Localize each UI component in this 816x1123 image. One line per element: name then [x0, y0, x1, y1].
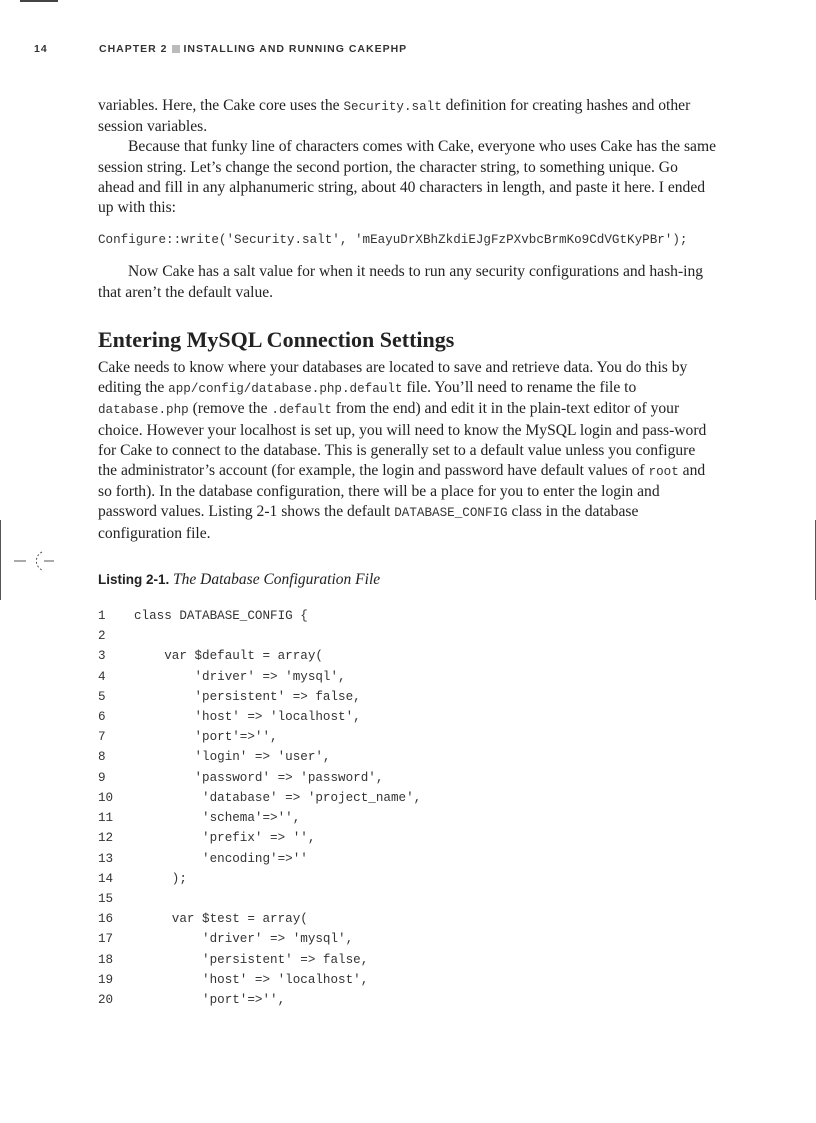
crop-mark-icon	[14, 548, 54, 574]
code-line	[98, 626, 718, 646]
line-code: 'driver' => 'mysql',	[134, 669, 346, 684]
line-number: 20	[98, 992, 114, 1007]
listing-caption	[98, 570, 718, 590]
code-line	[98, 646, 718, 666]
line-number: 11	[98, 811, 114, 826]
inline-code: Security.salt	[343, 100, 442, 114]
line-number: 12	[98, 831, 114, 846]
line-code: var $test = array(	[134, 912, 308, 927]
line-number: 4	[98, 669, 106, 684]
line-number: 2	[98, 629, 106, 644]
code-line	[98, 687, 718, 707]
paragraph-3: Now Cake has a salt value for when it needs to run any security configurations and hash-ing that aren’t the default value.	[98, 263, 704, 301]
line-code: 'persistent' => false,	[134, 689, 361, 704]
code-line	[98, 727, 718, 747]
paragraph-4: Cake needs to know where your databases are located to save and retrieve data. You do this by editing the app/config/database.php.default file. You’ll need to rename the file to database.php (remove the .default from the end) and edit it in the plain-text editor of your choice. However your localhost is set up, you will need to know the MySQL login and pass-word for Cake to connect to the database. This is generally set to a default value unless you configure the administrator’s account (for example, the login and password have default values of root and so forth). In the database configuration, there will be a place for you to enter the login and password values. Listing 2-1 shows the default DATABASE_CONFIG class in the database configuration file.	[98, 359, 707, 542]
left-margin-line	[0, 520, 1, 600]
line-number: 9	[98, 770, 106, 785]
line-number: 16	[98, 912, 114, 927]
line-number: 18	[98, 952, 114, 967]
code-line	[98, 707, 718, 727]
line-code: 'host' => 'localhost',	[134, 972, 369, 987]
inline-code: root	[648, 465, 679, 480]
line-code: 'schema'=>'',	[134, 811, 301, 826]
line-number: 15	[98, 891, 114, 906]
listing-label: Listing 2-1.	[98, 571, 170, 587]
line-number: 3	[98, 649, 106, 664]
line-code: 'persistent' => false,	[134, 952, 369, 967]
code-line	[98, 667, 718, 687]
line-code: );	[134, 871, 187, 886]
code-line	[98, 768, 718, 788]
paragraph-1: variables. Here, the Cake core uses the Security.salt definition for creating hashes and other session variables.	[98, 97, 691, 136]
code-line	[98, 606, 718, 626]
chapter-label: CHAPTER 2	[99, 43, 168, 55]
code-line	[98, 869, 718, 889]
line-number: 17	[98, 932, 114, 947]
code-line	[98, 747, 718, 767]
listing-title: The Database Configuration File	[173, 570, 381, 588]
line-code: 'host' => 'localhost',	[134, 710, 361, 725]
code-line	[98, 990, 718, 1010]
code-line	[98, 808, 718, 828]
line-number: 19	[98, 972, 114, 987]
top-rule	[20, 0, 58, 2]
inline-code: app/config/database.php.default	[168, 382, 403, 397]
line-number: 14	[98, 871, 114, 886]
line-code: class DATABASE_CONFIG {	[134, 609, 308, 624]
inline-code: .default	[271, 403, 332, 418]
page-body	[98, 96, 718, 1010]
line-number: 1	[98, 609, 106, 624]
line-code: 'password' => 'password',	[134, 770, 384, 785]
code-example: Configure::write('Security.salt', 'mEayuDrXBhZkdiEJgFzPXvbcBrmKo9CdVGtKyPBr');	[98, 233, 688, 248]
code-line	[98, 828, 718, 848]
line-code: 'port'=>'',	[134, 730, 278, 745]
chapter-title: INSTALLING AND RUNNING CAKEPHP	[183, 43, 408, 55]
code-line	[98, 970, 718, 990]
line-code: 'prefix' => '',	[134, 831, 316, 846]
inline-code: database.php	[98, 403, 189, 418]
code-line	[98, 950, 718, 970]
line-code: 'encoding'=>''	[134, 851, 308, 866]
code-line	[98, 889, 718, 909]
inline-code: DATABASE_CONFIG	[394, 506, 508, 521]
line-number: 7	[98, 730, 106, 745]
page-number: 14	[34, 43, 48, 55]
line-number: 6	[98, 710, 106, 725]
line-number: 10	[98, 790, 114, 805]
header-square-icon	[172, 45, 180, 53]
line-code: 'login' => 'user',	[134, 750, 331, 765]
code-line	[98, 788, 718, 808]
line-number: 5	[98, 689, 106, 704]
code-line	[98, 909, 718, 929]
line-number: 8	[98, 750, 106, 765]
line-number: 13	[98, 851, 114, 866]
code-line	[98, 929, 718, 949]
section-heading: Entering MySQL Connection Settings	[98, 326, 455, 352]
code-line	[98, 849, 718, 869]
line-code: var $default = array(	[134, 649, 323, 664]
line-code: 'database' => 'project_name',	[134, 790, 422, 805]
paragraph-2: Because that funky line of characters comes with Cake, everyone who uses Cake has the same session string. Let’s change the second portion, the character string, to something unique. Go ahead and fill in any alphanumeric string, about 40 characters in length, and paste it here. I ended up with this:	[98, 138, 717, 217]
line-code: 'driver' => 'mysql',	[134, 932, 354, 947]
code-listing	[98, 606, 718, 1010]
line-code: 'port'=>'',	[134, 992, 286, 1007]
running-header	[34, 43, 407, 55]
